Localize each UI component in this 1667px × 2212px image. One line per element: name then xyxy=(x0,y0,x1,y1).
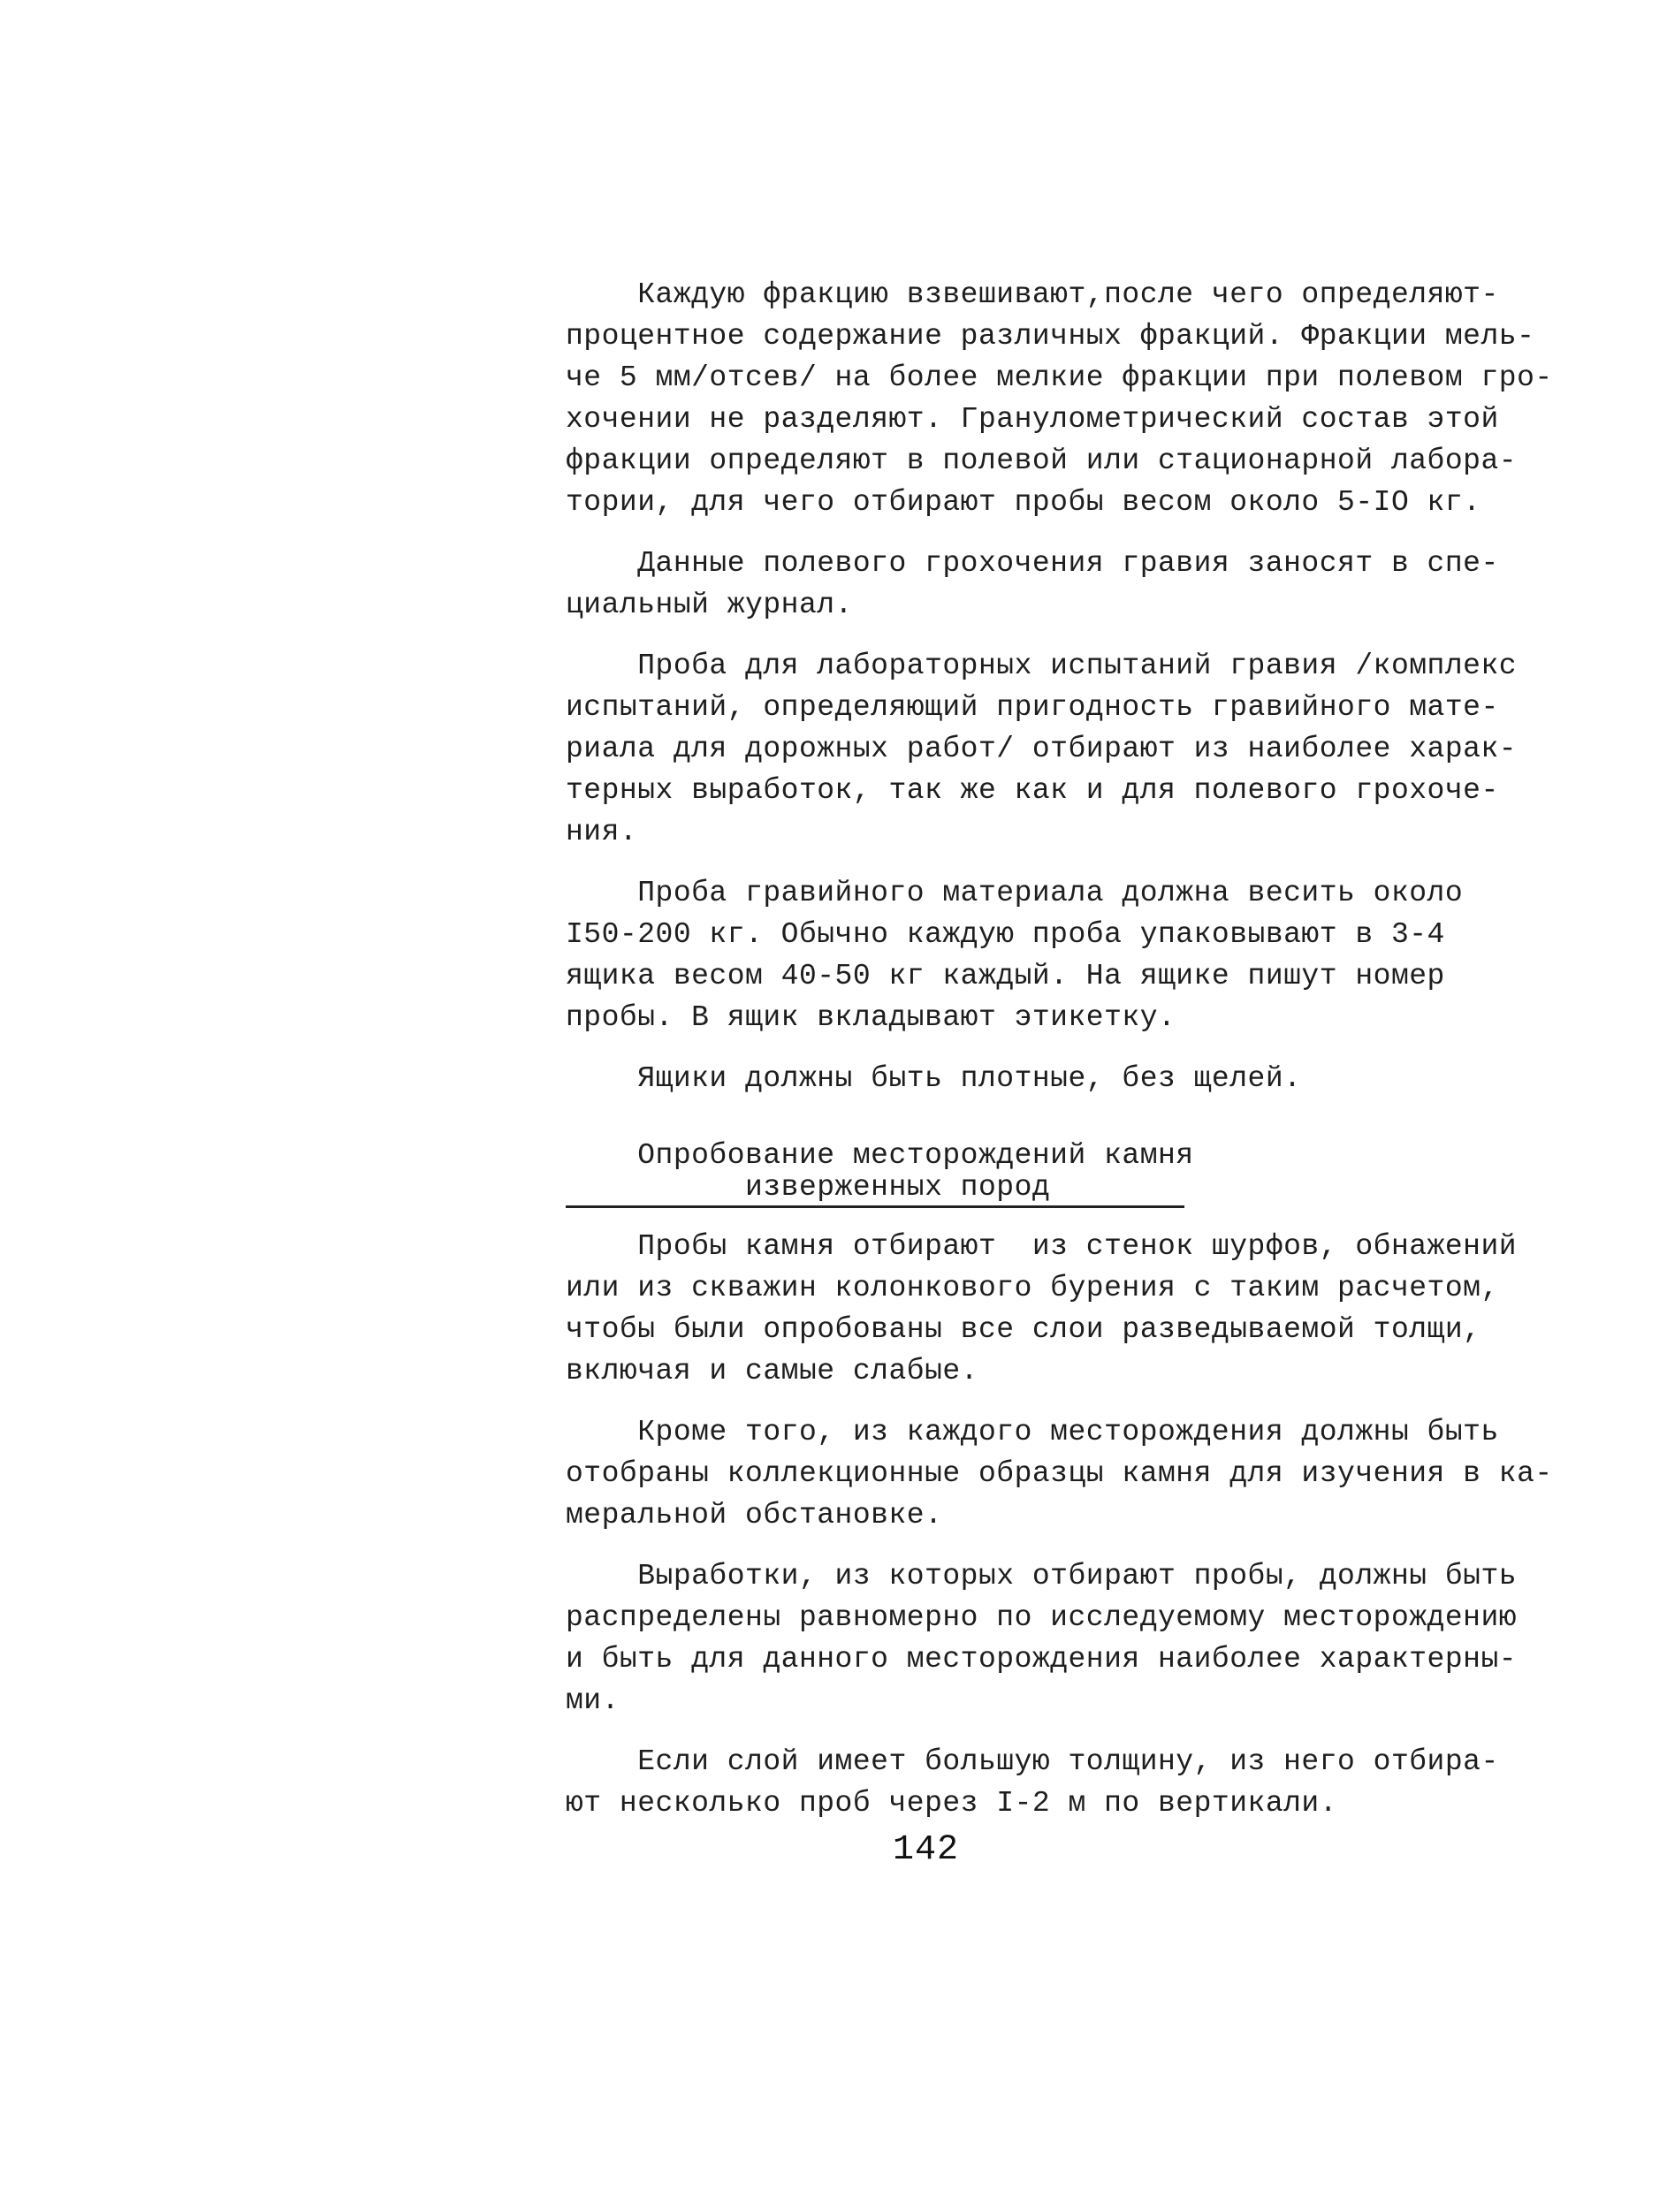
text-line: Ящики должны быть плотные, без щелей. xyxy=(566,1062,1302,1095)
text-line: ния. xyxy=(566,816,638,848)
text-line: или из скважин колонкового бурения с таким расчетом, xyxy=(566,1272,1499,1304)
text-line: пробы. В ящик вкладывают этикетку. xyxy=(566,1001,1176,1034)
document-body xyxy=(566,274,1553,1843)
text-line: чтобы были опробованы все слои разведываемой толщи, xyxy=(566,1313,1481,1346)
text-line: Пробы камня отбирают из стенок шурфов, обнажений xyxy=(566,1230,1518,1263)
bottom-paragraphs xyxy=(566,1226,1553,1824)
section-heading-line-2: изверженных пород xyxy=(566,1171,1051,1204)
text-line: Проба гравийного материала должна весить около xyxy=(566,877,1464,909)
paragraph xyxy=(566,645,1520,853)
top-paragraphs xyxy=(566,274,1553,1099)
text-line: испытаний, определяющий пригодность гравийного мате- xyxy=(566,691,1499,724)
paragraph xyxy=(566,1411,1553,1536)
text-line: циальный журнал. xyxy=(566,589,853,621)
text-line: тории, для чего отбирают пробы весом около 5-IO кг. xyxy=(566,486,1481,519)
paragraph xyxy=(566,872,1520,1038)
text-line: I50-200 кг. Обычно каждую проба упаковывают в 3-4 xyxy=(566,918,1445,951)
text-line: терных выработок, так же как и для полевого грохоче- xyxy=(566,774,1499,807)
text-line: фракции определяют в полевой или стационарной лабора- xyxy=(566,445,1518,477)
text-line: меральной обстановке. xyxy=(566,1499,943,1532)
text-line: процентное содержание различных фракций. Фракции мель- xyxy=(566,320,1535,353)
paragraph xyxy=(566,274,1553,523)
paragraph xyxy=(566,1741,1520,1824)
text-line: включая и самые слабые. xyxy=(566,1355,978,1387)
heading-underline xyxy=(566,1205,1184,1208)
text-line: че 5 мм/отсев/ на более мелкие фракции при полевом гро- xyxy=(566,361,1553,394)
text-line: риала для дорожных работ/ отбирают из наиболее харак- xyxy=(566,733,1518,765)
text-line: ми. xyxy=(566,1684,620,1717)
text-line: Выработки, из которых отбирают пробы, должны быть xyxy=(566,1560,1518,1592)
paragraph xyxy=(566,1555,1520,1722)
text-line: распределены равномерно по исследуемому месторождению xyxy=(566,1601,1518,1634)
paragraph xyxy=(566,1058,1520,1099)
section-heading xyxy=(566,1140,1520,1208)
paragraph xyxy=(566,543,1520,626)
text-line: хочении не разделяют. Гранулометрический состав этой xyxy=(566,403,1499,436)
text-line: отобраны коллекционные образцы камня для изучения в ка- xyxy=(566,1457,1553,1490)
paragraph xyxy=(566,1226,1520,1392)
section-heading-line-1: Опробование месторождений камня xyxy=(566,1139,1194,1172)
page-number: 142 xyxy=(893,1830,960,1870)
text-line: и быть для данного месторождения наиболее характерны- xyxy=(566,1643,1518,1676)
text-line: Проба для лабораторных испытаний гравия /комплекс xyxy=(566,650,1518,682)
text-line: Данные полевого грохочения гравия заносят в спе- xyxy=(566,547,1499,580)
text-line: ют несколько проб через I-2 м по вертикали. xyxy=(566,1787,1338,1820)
text-line: Каждую фракцию взвешивают,после чего определяют- xyxy=(566,278,1499,311)
text-line: Кроме того, из каждого месторождения должны быть xyxy=(566,1416,1499,1448)
text-line: ящика весом 40-50 кг каждый. На ящике пишут номер xyxy=(566,960,1445,992)
text-line: Если слой имеет большую толщину, из него отбира- xyxy=(566,1745,1499,1778)
